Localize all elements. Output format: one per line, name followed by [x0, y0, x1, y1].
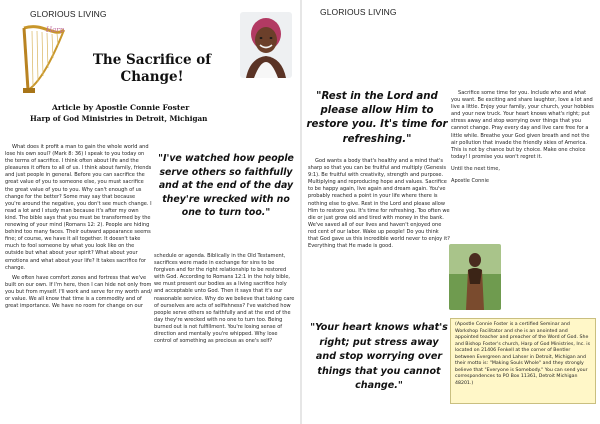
right-column-2 — [451, 90, 595, 188]
right-column-1 — [308, 158, 450, 253]
right-header: GLORIOUS LIVING — [320, 7, 397, 17]
paragraph: Sacrifice some time for you. Include who and what you want. Be exciting and share laughter, love a lot and live a little. Enjoy your family, your church, your hobbies and your new truck. Your heart knows what's right; put stress away and stop worrying over things that you cannot change. Pray every day and live care free for a little while. Breathe your God given breath and not the air pollution that invade the friendly skies of America. This is not by chance but by choice. Make one choice today! I promise you won't regret it. — [451, 90, 594, 160]
author-portrait — [240, 12, 292, 78]
sign-off: Until the next time, — [451, 165, 500, 172]
left-header: GLORIOUS LIVING — [30, 9, 107, 19]
paragraph: schedule or agenda. Biblically in the Old Testament, sacrifices were made in exchange for sins to be forgiven and for the right relationship to be restored with God. According to Romans 12:1 in the holy bible, we must present our bodies as a living sacrifice holy and acceptable unto God. Then it says that it's our reasonable service. Why do we believe that taking care of ourselves are acts of selfishness? I've watched how people serve others so faithfully and at the end of the day they're wrecked with no one to turn too. Being burned out is not fulfillment. You're losing sense of direction and mentally you're whipped. Why lose control of something as precious as one's self? — [154, 253, 295, 345]
pull-quote-bottom: "Your heart knows what's right; put stress away and stop worrying over things that you cannot change." — [310, 322, 448, 391]
paragraph: We often have comfort zones and fortress that we've built on our own. If I'm here, then I can hide not only from you but from myself. I'll work and serve for my worth and/ or value. We all know that time is a commodity and of great importance. We have no room for change on our — [5, 274, 152, 310]
author-bio: (Apostle Connie Foster is a certified Seminar and Workshop Facilitator and she is an anointed and appointed teacher and preacher of the Word of God. She and Bishop Foster's church, Harp of God Ministries, Inc. is located on 21406 Fenkell at the corner of Bentler between Evergreen and Lahser in Detroit, Michigan and their motto is: "Making Souls Whole" and they strongly believe that "Everyone is Somebody." You can send your correspondences to PO Box 11361, Detroit Michigan 48201.) — [455, 322, 591, 386]
author-photo — [449, 244, 501, 310]
author-bio-box — [450, 318, 596, 404]
byline-author: Article by Apostle Connie Foster — [52, 103, 190, 112]
paragraph: What does it profit a man to gain the whole world and lose his own soul? (Mark 8: 36) I speak to you today on the terms of sacrifice. I think often about life and the pleasures it offers to all of us. I think about family, friends and just people in general. Before you can sacrifice the great value of you to someone else, you must sacrifice the great value of you to you. Why can't enough of us change for the better? Some may say that because you're around the negative, you don't see much change. I read a lot and I study man because it's after my own kind. The bible says that you must be transformed by the renewing of your mind (Romans 12: 2). People are hiding behind too many faces. Their outward appearance seems fine; of course, we have it all together. It doesn't take much to fool someone by what you look like on the outside but what about your spirit? What about your emotions and what about your life? It takes sacrifice for change. — [5, 144, 152, 271]
article-title: The Sacrifice of Change! — [92, 52, 212, 85]
left-column-1 — [5, 144, 152, 313]
pull-quote: "I've watched how people serve others so faithfully and at the end of the day they're wrecked with no one to turn too." — [158, 153, 294, 219]
paragraph: God wants a body that's healthy and a mind that's sharp so that you can be fruitful and multiply (Genesis 9:1). Be fruitful with creativity, strength and purpose. Multiplying and reproducing hope and values. Sacrifice to be happy again, live again and dream again. You've probably reached a point in your life where there is nothing else to give. Rest in the Lord and please allow Him to restore you. It's time for refreshing. Too often we die or just grow old and tired with money in the bank. We've saved all of our lives and haven't enjoyed one red cent of our labor. Wake up people! Do you think that God gave us this incredible world never to enjoy it? Everything that He made is good. — [308, 158, 450, 250]
logo-word: Harp — [46, 26, 65, 34]
pull-quote-top: "Rest in the Lord and please allow Him to restore you. It's time for refreshing." — [306, 91, 448, 145]
signature: Apostle Connie — [451, 178, 489, 185]
left-column-2 — [154, 253, 296, 348]
byline — [30, 103, 280, 123]
byline-organization: Harp of God Ministries in Detroit, Michigan — [30, 114, 208, 123]
